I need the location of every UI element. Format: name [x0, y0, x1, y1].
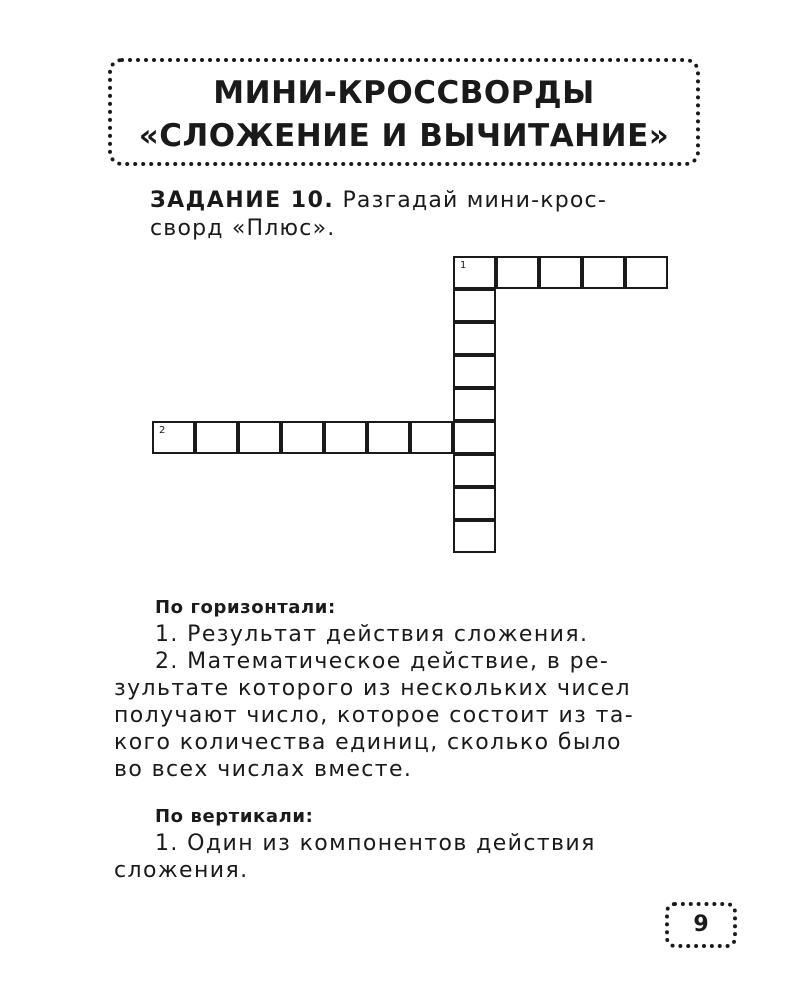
horizontal-clues: [114, 594, 700, 783]
clue-text: получают число, которое состоит из та-: [114, 703, 635, 728]
title-line-2: «СЛОЖЕНИЕ И ВЫЧИТАНИЕ»: [138, 118, 670, 154]
crossword-cell[interactable]: [410, 421, 453, 454]
clue-text: зультате которого из нескольких чисел: [114, 676, 632, 701]
clue-text: сложения.: [114, 858, 249, 883]
clue-text: 2. Математическое действие, в ре-: [155, 649, 610, 674]
crossword-cell[interactable]: [453, 421, 496, 454]
crossword-cell[interactable]: [152, 421, 195, 454]
crossword-cell[interactable]: [453, 454, 496, 487]
crossword-cell[interactable]: [453, 388, 496, 421]
crossword-cell[interactable]: [453, 487, 496, 520]
crossword-cell[interactable]: [453, 355, 496, 388]
crossword-cell[interactable]: [281, 421, 324, 454]
task-label: ЗАДАНИЕ 10.: [150, 188, 335, 213]
crossword-cell[interactable]: [453, 322, 496, 355]
crossword-cell[interactable]: [324, 421, 367, 454]
clue-number-1: 1: [460, 260, 467, 271]
vertical-clues-heading: По вертикали:: [155, 806, 314, 827]
crossword-cell[interactable]: [582, 256, 625, 289]
crossword-cell[interactable]: [238, 421, 281, 454]
title-line-1: МИНИ-КРОССВОРДЫ: [213, 75, 595, 111]
clue-number-2: 2: [159, 425, 166, 436]
crossword-cell[interactable]: [539, 256, 582, 289]
task-text-line-1: Разгадай мини-крос-: [334, 188, 607, 213]
crossword-cell[interactable]: [453, 520, 496, 553]
clue-text: 1. Результат действия сложения.: [155, 622, 589, 647]
horizontal-clues-heading: По горизонтали:: [155, 597, 336, 618]
clue-text: кого количества единиц, сколько было: [114, 730, 622, 755]
crossword-cell[interactable]: [453, 256, 496, 289]
vertical-clues: [114, 803, 700, 884]
clue-text: во всех числах вместе.: [114, 757, 413, 782]
crossword-cell[interactable]: [453, 289, 496, 322]
crossword-cell[interactable]: [496, 256, 539, 289]
crossword-cell[interactable]: [367, 421, 410, 454]
page-number: 9: [665, 902, 737, 948]
crossword-cell[interactable]: [625, 256, 668, 289]
clue-text: 1. Один из компонентов действия: [155, 831, 596, 856]
task-text-line-2: сворд «Плюс».: [150, 216, 336, 241]
crossword-cell[interactable]: [195, 421, 238, 454]
